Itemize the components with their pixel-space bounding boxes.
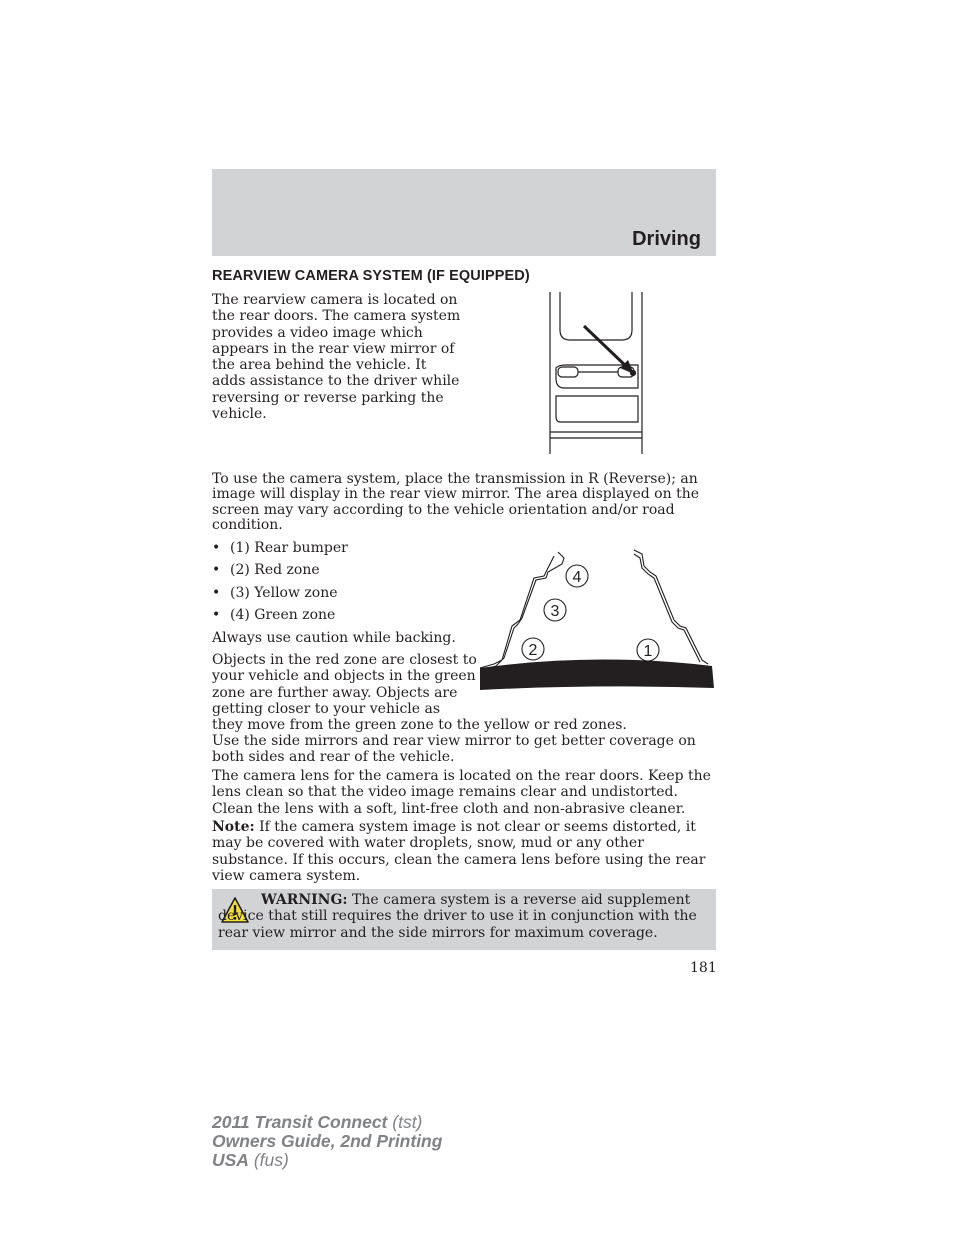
callout-label-4: 4 bbox=[572, 569, 582, 586]
zones-paragraph-part2: they move from the green zone to the yellow or red zones. bbox=[212, 717, 627, 733]
footer-market-code: (fus) bbox=[248, 1150, 289, 1170]
footer-line-3 bbox=[212, 1151, 442, 1170]
list-item bbox=[212, 607, 348, 629]
zone-callouts bbox=[522, 565, 659, 661]
note-text: If the camera system image is not clear or seems distorted, it may be covered with water droplets, snow, mud or any other substance. If this occurs, clean the camera lens before using the rear view camera system. bbox=[212, 819, 706, 884]
list-item bbox=[212, 562, 348, 584]
intro-paragraph: The rearview camera is located on the rear doors. The camera system provides a video image which appears in the rear view mirror of the area behind the vehicle. It adds assistance to the driver while reversing or reverse parking the vehicle. bbox=[212, 292, 461, 423]
list-item-text: (1) Rear bumper bbox=[230, 540, 348, 556]
footer-line-2: Owners Guide, 2nd Printing bbox=[212, 1131, 443, 1151]
note-paragraph bbox=[212, 819, 722, 884]
zones-paragraph-part1: Objects in the red zone are closest to your vehicle and objects in the green zone are further away. Objects are getting closer to your vehicle as bbox=[212, 652, 477, 717]
footer-line-1 bbox=[212, 1113, 442, 1132]
mirrors-paragraph: Use the side mirrors and rear view mirror to get better coverage on both sides and rear of the vehicle. bbox=[212, 733, 696, 766]
bullet-marker: • bbox=[212, 562, 221, 579]
list-item-text: (4) Green zone bbox=[230, 606, 336, 623]
callout-label-3: 3 bbox=[550, 603, 560, 620]
footer-model-code: (tst) bbox=[387, 1112, 423, 1132]
usage-paragraph: To use the camera system, place the transmission in R (Reverse); an image will display in the rear view mirror. The area displayed on the screen may vary according to the vehicle orientation and/or road condition. bbox=[212, 471, 699, 533]
bullet-marker: • bbox=[212, 584, 221, 601]
bullet-marker: • bbox=[212, 606, 221, 623]
warning-body: The camera system is a reverse aid supplement device that still requires the driver to use it in conjunction with the rear view mirror and the side mirrors for maximum coverage. bbox=[218, 892, 697, 941]
section-header-bar bbox=[212, 169, 716, 256]
callout-label-2: 2 bbox=[528, 642, 538, 659]
rear-bumper-shape bbox=[480, 659, 714, 690]
bullet-marker: • bbox=[212, 540, 221, 556]
camera-zones-diagram bbox=[478, 548, 714, 694]
lower-panel bbox=[556, 396, 638, 422]
warning-box bbox=[212, 889, 716, 950]
lens-paragraph: The camera lens for the camera is located on the rear doors. Keep the lens clean so that the video image remains clear and undistorted. Clean the lens with a soft, lint-free cloth and non-abrasive cleaner. bbox=[212, 768, 711, 817]
section-title: Driving bbox=[632, 228, 701, 250]
note-label: Note: bbox=[212, 819, 255, 835]
zone-list bbox=[212, 540, 348, 629]
document-footer bbox=[212, 1113, 442, 1170]
list-item-text: (2) Red zone bbox=[230, 562, 320, 579]
caution-paragraph: Always use caution while backing. bbox=[212, 630, 456, 646]
license-lamp-left bbox=[558, 367, 578, 377]
warning-label: WARNING: bbox=[261, 892, 348, 908]
list-item-text: (3) Yellow zone bbox=[230, 584, 338, 601]
page-number: 181 bbox=[690, 960, 717, 976]
arrow-icon bbox=[584, 326, 634, 374]
list-item bbox=[212, 540, 348, 562]
section-heading: REARVIEW CAMERA SYSTEM (IF EQUIPPED) bbox=[212, 268, 530, 284]
list-item bbox=[212, 585, 348, 607]
footer-model: 2011 Transit Connect bbox=[212, 1112, 388, 1132]
callout-label-1: 1 bbox=[643, 643, 653, 660]
footer-market: USA bbox=[212, 1150, 249, 1170]
rear-door-camera-illustration bbox=[546, 290, 646, 456]
warning-text bbox=[218, 892, 710, 941]
window-inner-left bbox=[560, 292, 632, 340]
